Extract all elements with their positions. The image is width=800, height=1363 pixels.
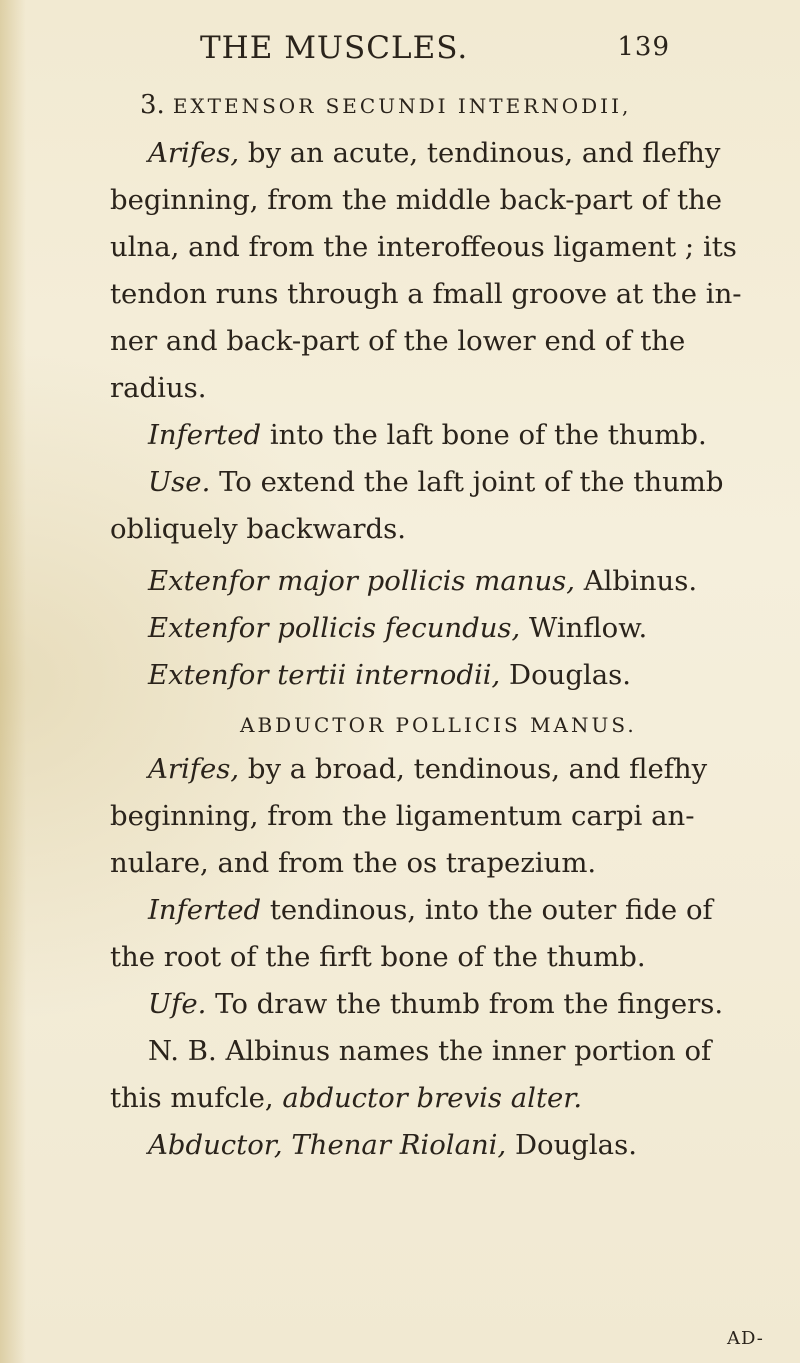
text-line: obliquely backwards. xyxy=(110,513,407,545)
page-number: 139 xyxy=(617,32,670,62)
term-inserted: Inferted xyxy=(148,894,262,926)
section-number: 3. xyxy=(140,90,165,120)
text-line: Arifes, by an acute, tendinous, and flefhy xyxy=(148,137,721,169)
term-use: Ufe. xyxy=(148,988,207,1020)
synonym-line: Extenfor pollicis fecundus, Winflow. xyxy=(148,612,648,644)
term-use: Use. xyxy=(148,466,211,498)
text-line: the root of the firft bone of the thumb. xyxy=(110,941,646,973)
text-line: Use. To extend the laft joint of the thumb xyxy=(148,466,724,498)
note-line: N. B. Albinus names the inner portion of xyxy=(148,1035,712,1067)
gutter-shadow xyxy=(0,0,26,1363)
section-heading-abductor: ABDUCTOR POLLICIS MANUS. xyxy=(240,713,637,737)
synonym-line: Extenfor tertii internodii, Douglas. xyxy=(148,659,631,691)
term-inserted: Inferted xyxy=(148,419,262,451)
running-header xyxy=(200,30,670,74)
synonym-line: Extenfor major pollicis manus, Albinus. xyxy=(148,565,698,597)
text-line: beginning, from the middle back-part of the xyxy=(110,184,722,216)
section-title: EXTENSOR SECUNDI INTERNODII, xyxy=(172,94,632,118)
note-line: this mufcle, abductor brevis alter. xyxy=(110,1082,583,1114)
term-arises: Arifes, xyxy=(148,753,240,785)
text-line: ulna, and from the interoffeous ligament ; its xyxy=(110,231,737,263)
section-heading-extensor xyxy=(140,90,631,120)
text-line: ner and back-part of the lower end of the xyxy=(110,325,686,357)
synonym-line: Abductor, Thenar Riolani, Douglas. xyxy=(148,1129,637,1161)
text-line: Ufe. To draw the thumb from the fingers. xyxy=(148,988,724,1020)
text-line: beginning, from the ligamentum carpi an- xyxy=(110,800,695,832)
text-line: Arifes, by a broad, tendinous, and flefhy xyxy=(148,753,708,785)
text-line: nulare, and from the os trapezium. xyxy=(110,847,597,879)
running-title: THE MUSCLES. xyxy=(200,30,469,66)
text-line: Inferted tendinous, into the outer fide of xyxy=(148,894,713,926)
text-line: radius. xyxy=(110,372,207,404)
text-line: tendon runs through a fmall groove at the in- xyxy=(110,278,742,310)
text-line: Inferted into the laft bone of the thumb. xyxy=(148,419,707,451)
catchword: AD- xyxy=(727,1328,764,1349)
term-arises: Arifes, xyxy=(148,137,240,169)
